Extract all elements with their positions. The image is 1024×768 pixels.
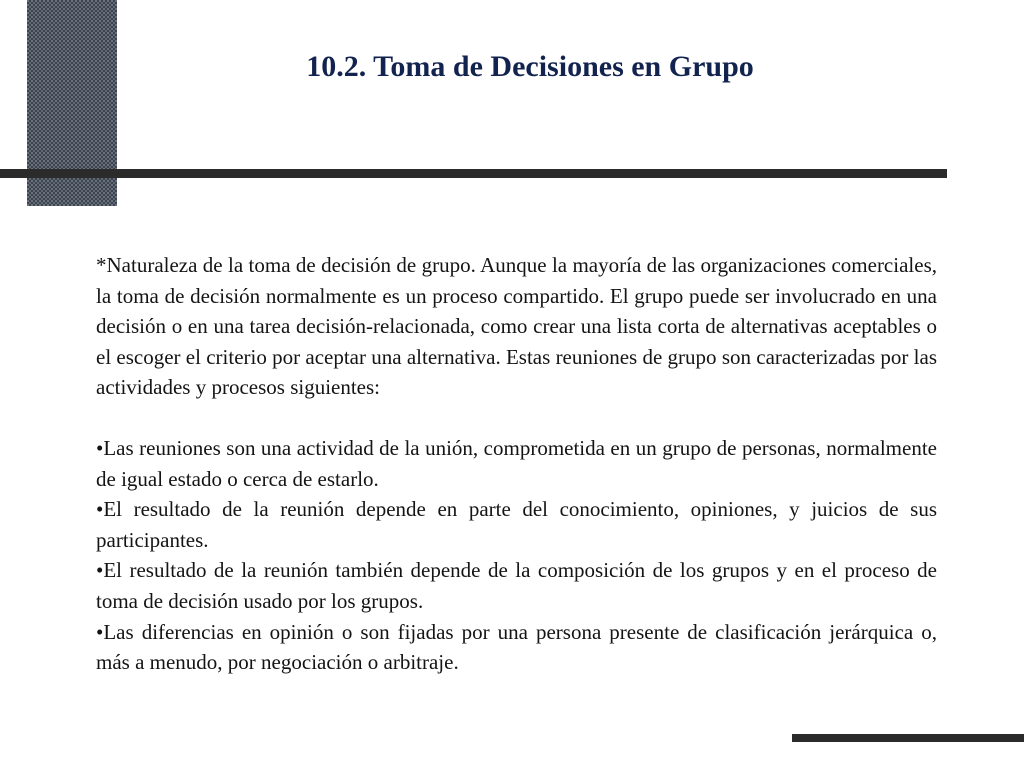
bullet-item: •El resultado de la reunión también depende de la composición de los grupos y en el proceso de toma de decisión usado por los grupos. <box>96 558 937 613</box>
slide-body <box>96 250 937 678</box>
bullet-item: •El resultado de la reunión depende en parte del conocimiento, opiniones, y juicios de sus participantes. <box>96 497 937 552</box>
intro-paragraph: *Naturaleza de la toma de decisión de grupo. Aunque la mayoría de las organizaciones comerciales, la toma de decisión normalmente es un proceso compartido. El grupo puede ser involucrado en una decisión o en una tarea decisión-relacionada, como crear una lista corta de alternativas aceptables o el escoger el criterio por aceptar una alternativa. Estas reuniones de grupo son caracterizadas por las actividades y procesos siguientes: <box>96 253 937 400</box>
bullet-item: •Las reuniones son una actividad de la unión, comprometida en un grupo de personas, normalmente de igual estado o cerca de estarlo. <box>96 435 937 491</box>
bullet-item: •Las diferencias en opinión o son fijadas por una persona presente de clasificación jerárquica o, más a menudo, por negociación o arbitraje. <box>96 619 937 675</box>
paragraph-spacer <box>96 403 937 433</box>
bottom-divider <box>792 734 1024 742</box>
slide-title: 10.2. Toma de Decisiones en Grupo <box>306 50 754 83</box>
top-divider <box>0 169 947 178</box>
